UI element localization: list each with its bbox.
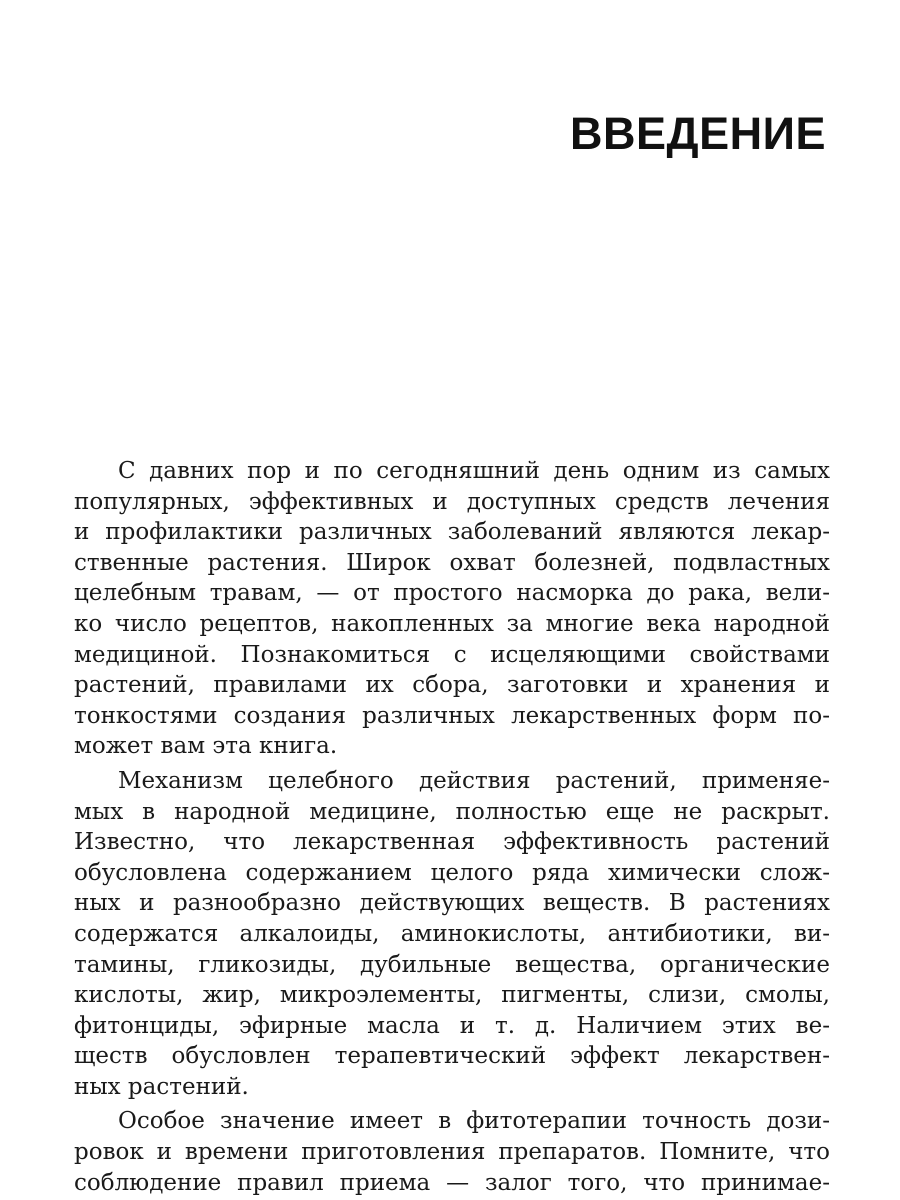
body-text bbox=[74, 456, 830, 1198]
text-line: ных и разнообразно действующих веществ. В растениях bbox=[74, 890, 830, 917]
text-line: медициной. Познакомиться с исцеляющими свойствами bbox=[74, 641, 830, 668]
paragraph bbox=[74, 456, 830, 762]
chapter-title: ВВЕДЕНИЕ bbox=[570, 108, 826, 159]
text-line: кислоты, жир, микроэлементы, пигменты, слизи, смолы, bbox=[74, 982, 830, 1009]
text-line: ко число рецептов, накопленных за многие века народной bbox=[74, 610, 830, 637]
text-line: содержатся алкалоиды, аминокислоты, антибиотики, ви- bbox=[74, 920, 830, 947]
text-line: соблюдение правил приема — залог того, что принимае- bbox=[74, 1169, 830, 1196]
text-line: тамины, гликозиды, дубильные вещества, органические bbox=[74, 951, 830, 978]
text-line: ществ обусловлен терапевтический эффект лекарствен- bbox=[74, 1043, 830, 1070]
text-line: и профилактики различных заболеваний являются лекар- bbox=[74, 519, 830, 546]
text-line: целебным травам, — от простого насморка до рака, вели- bbox=[74, 580, 830, 607]
text-line: С давних пор и по сегодняшний день одним из самых bbox=[118, 458, 830, 484]
text-line: ных растений. bbox=[74, 1073, 249, 1100]
text-line: мых в народной медицине, полностью еще не раскрыт. bbox=[74, 798, 830, 825]
text-line: Особое значение имеет в фитотерапии точность дози- bbox=[118, 1108, 830, 1135]
text-line: ровок и времени приготовления препаратов. Помните, что bbox=[74, 1139, 830, 1166]
paragraph bbox=[74, 766, 830, 1103]
text-line: Механизм целебного действия растений, применяе- bbox=[118, 767, 830, 794]
text-line: Известно, что лекарственная эффективность растений bbox=[74, 829, 830, 856]
text-line: ственные растения. Широк охват болезней, подвластных bbox=[74, 549, 830, 576]
text-line: фитонциды, эфирные масла и т. д. Наличием этих ве- bbox=[74, 1012, 830, 1039]
text-line: может вам эта книга. bbox=[74, 733, 338, 760]
text-line: обусловлена содержанием целого ряда химически слож- bbox=[74, 859, 830, 886]
text-line: тонкостями создания различных лекарственных форм по- bbox=[74, 702, 830, 729]
text-line: растений, правилами их сбора, заготовки и хранения и bbox=[74, 672, 830, 699]
text-line: популярных, эффективных и доступных средств лечения bbox=[74, 488, 830, 515]
paragraph bbox=[74, 1106, 830, 1198]
